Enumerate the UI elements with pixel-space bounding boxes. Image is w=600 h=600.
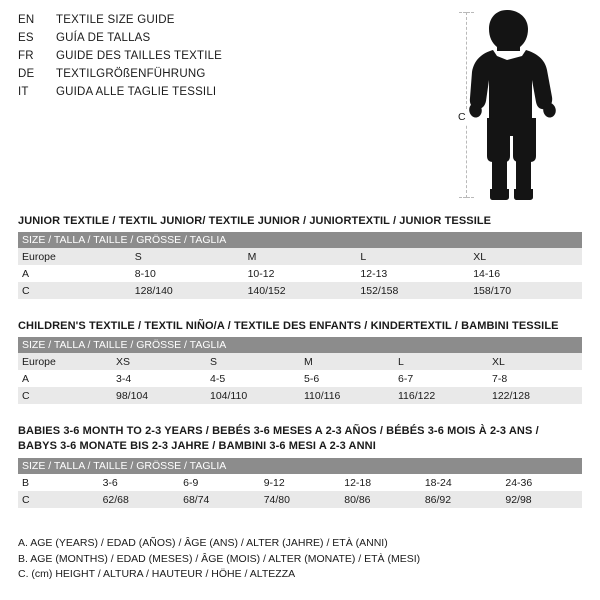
table-cell: 18-24 [421, 474, 502, 491]
language-code: DE [18, 68, 35, 80]
measurement-figure [438, 6, 594, 202]
language-row [18, 68, 348, 86]
table-cell: 86/92 [421, 491, 502, 508]
child-silhouette-icon [460, 6, 572, 202]
table-row [18, 474, 582, 491]
section-title-line2: BABYS 3-6 MONATE BIS 2-3 JAHRE / BAMBINI 3-6 MESI A 2-3 ANNI [18, 440, 376, 452]
table-row [18, 265, 582, 282]
language-code: EN [18, 14, 35, 26]
table-header-row [18, 353, 582, 370]
table-band-row [18, 458, 582, 474]
section-title: CHILDREN'S TEXTILE / TEXTIL NIÑO/A / TEXTILE DES ENFANTS / KINDERTEXTIL / BAMBINI TESSILE [18, 320, 559, 332]
table-cell: 6-7 [394, 370, 488, 387]
table-cell: 128/140 [131, 282, 244, 299]
section-title-line1: BABIES 3-6 MONTH TO 2-3 YEARS / BEBÉS 3-6 MESES A 2-3 AÑOS / BÉBÉS 3-6 MOIS À 2-3 ANS / [18, 425, 539, 437]
row-label: C [18, 491, 99, 508]
table-cell: 9-12 [260, 474, 341, 491]
column-header: S [131, 248, 244, 265]
table-row [18, 282, 582, 299]
band-label: SIZE / TALLA / TAILLE / GRÖSSE / TAGLIA [18, 232, 582, 248]
table-cell: 8-10 [131, 265, 244, 282]
legend-item: B. AGE (MONTHS) / EDAD (MESES) / ÂGE (MOIS) / ALTER (MONATE) / ETÀ (MESI) [18, 552, 421, 565]
column-header: Europe [18, 248, 131, 265]
table-cell: 80/86 [340, 491, 421, 508]
table-cell: 6-9 [179, 474, 260, 491]
language-title: GUIDA ALLE TAGLIE TESSILI [56, 86, 217, 98]
language-row [18, 32, 348, 50]
table-cell: 104/110 [206, 387, 300, 404]
column-header: Europe [18, 353, 112, 370]
language-code: IT [18, 86, 29, 98]
column-header: S [206, 353, 300, 370]
column-header: L [394, 353, 488, 370]
language-title-list [18, 14, 348, 104]
table-cell: 12-18 [340, 474, 421, 491]
row-label: C [18, 387, 112, 404]
table-cell: 116/122 [394, 387, 488, 404]
table-cell: 140/152 [244, 282, 357, 299]
table-cell: 62/68 [99, 491, 180, 508]
table-cell: 152/158 [356, 282, 469, 299]
language-title: TEXTILE SIZE GUIDE [56, 14, 175, 26]
table-cell: 68/74 [179, 491, 260, 508]
band-label: SIZE / TALLA / TAILLE / GRÖSSE / TAGLIA [18, 458, 582, 474]
babies-size-table [18, 458, 582, 508]
table-cell: 92/98 [501, 491, 582, 508]
table-cell: 24-36 [501, 474, 582, 491]
row-label: A [18, 370, 112, 387]
row-label: C [18, 282, 131, 299]
childrens-size-table [18, 337, 582, 404]
language-row [18, 50, 348, 68]
column-header: M [244, 248, 357, 265]
table-cell: 7-8 [488, 370, 582, 387]
table-cell: 14-16 [469, 265, 582, 282]
row-label: B [18, 474, 99, 491]
table-row [18, 387, 582, 404]
column-header: XS [112, 353, 206, 370]
table-cell: 74/80 [260, 491, 341, 508]
language-code: FR [18, 50, 34, 62]
language-row [18, 86, 348, 104]
table-cell: 158/170 [469, 282, 582, 299]
childrens-textile-section [18, 319, 582, 404]
column-header: XL [488, 353, 582, 370]
language-code: ES [18, 32, 34, 44]
section-title: JUNIOR TEXTILE / TEXTIL JUNIOR/ TEXTILE JUNIOR / JUNIORTEXTIL / JUNIOR TESSILE [18, 215, 492, 227]
table-cell: 10-12 [244, 265, 357, 282]
babies-textile-section [18, 424, 582, 508]
band-label: SIZE / TALLA / TAILLE / GRÖSSE / TAGLIA [18, 337, 582, 353]
section-title [18, 424, 582, 454]
language-title: GUÍA DE TALLAS [56, 32, 151, 44]
table-cell: 122/128 [488, 387, 582, 404]
table-cell: 12-13 [356, 265, 469, 282]
column-header: L [356, 248, 469, 265]
language-row [18, 14, 348, 32]
table-row [18, 491, 582, 508]
height-measure-label: C [458, 111, 466, 123]
table-row [18, 370, 582, 387]
legend [18, 536, 582, 583]
table-cell: 4-5 [206, 370, 300, 387]
table-cell: 110/116 [300, 387, 394, 404]
column-header: XL [469, 248, 582, 265]
table-band-row [18, 232, 582, 248]
table-band-row [18, 337, 582, 353]
table-cell: 98/104 [112, 387, 206, 404]
language-title: GUIDE DES TAILLES TEXTILE [56, 50, 223, 62]
table-cell: 5-6 [300, 370, 394, 387]
junior-size-table [18, 232, 582, 299]
legend-item: A. AGE (YEARS) / EDAD (AÑOS) / ÂGE (ANS) / ALTER (JAHRE) / ETÀ (ANNI) [18, 537, 388, 549]
table-cell: 3-4 [112, 370, 206, 387]
junior-textile-section [18, 214, 582, 299]
row-label: A [18, 265, 131, 282]
language-title: TEXTILGRÖßENFÜHRUNG [56, 68, 206, 80]
table-header-row [18, 248, 582, 265]
table-cell: 3-6 [99, 474, 180, 491]
column-header: M [300, 353, 394, 370]
legend-item: C. (cm) HEIGHT / ALTURA / HAUTEUR / HÖHE / ALTEZZA [18, 568, 296, 580]
